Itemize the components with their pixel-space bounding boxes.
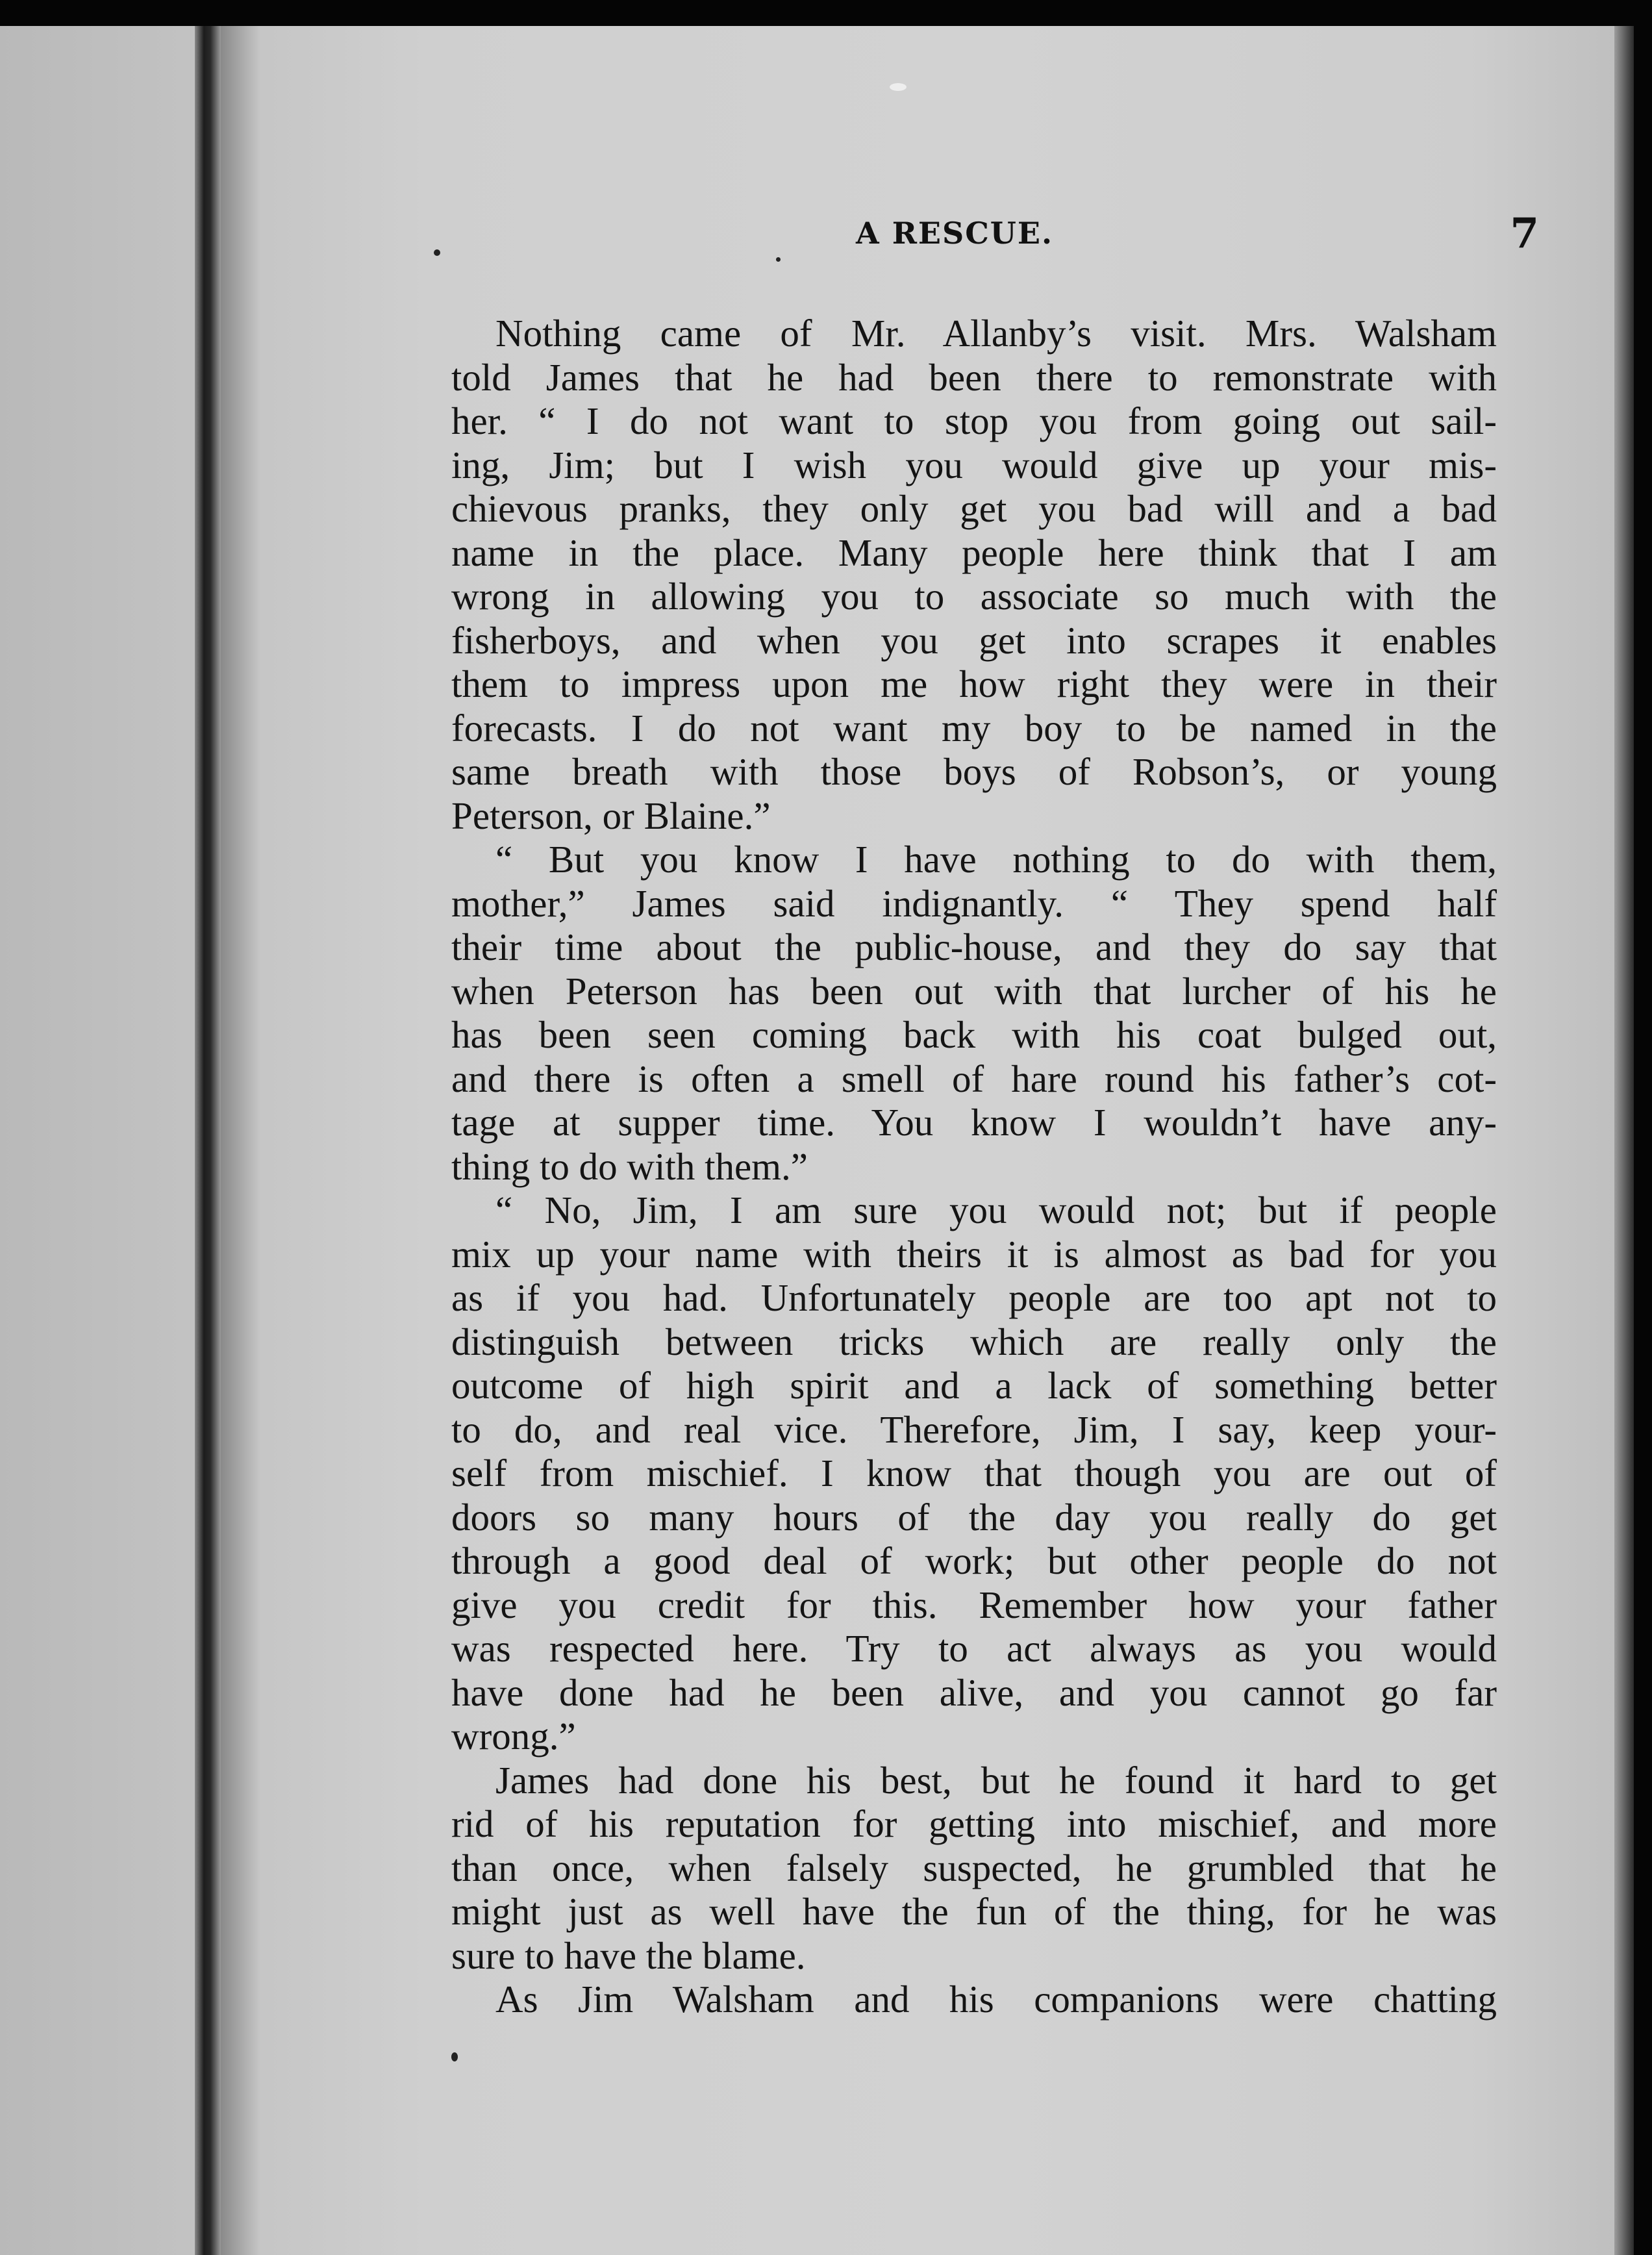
text-line: give you credit for this. Remember how your father: [451, 1583, 1497, 1626]
text-line: Peterson, or Blaine.”: [451, 794, 771, 837]
paper-sheet: [0, 26, 1634, 2255]
text-line: same breath with those boys of Robson’s, or young: [451, 750, 1497, 793]
text-line: wrong in allowing you to associate so much with the: [451, 575, 1497, 618]
book-gutter: [195, 26, 221, 2255]
text-line: chievous pranks, they only get you bad will and a bad: [451, 487, 1497, 530]
page-edge: [1614, 26, 1634, 2255]
text-line: and there is often a smell of hare round his father’s cot-: [451, 1057, 1497, 1100]
text-line: mother,” James said indignantly. “ They spend half: [451, 881, 1497, 925]
running-head: [448, 209, 1539, 261]
text-line: thing to do with them.”: [451, 1144, 808, 1188]
text-line: was respected here. Try to act always as you would: [451, 1627, 1497, 1670]
text-line: distinguish between tricks which are really only the: [451, 1320, 1497, 1363]
text-line: when Peterson has been out with that lurcher of his he: [451, 969, 1497, 1013]
text-line: as if you had. Unfortunately people are too apt not to: [451, 1276, 1497, 1319]
text-line: outcome of high spirit and a lack of something better: [451, 1364, 1497, 1407]
text-line: might just as well have the fun of the thing, for he was: [451, 1890, 1497, 1933]
text-line: told James that he had been there to remonstrate with: [451, 355, 1497, 399]
body-text: [451, 312, 1497, 2022]
text-line: their time about the public-house, and they do say that: [451, 926, 1497, 968]
text-line: “ No, Jim, I am sure you would not; but if people: [495, 1189, 1497, 1231]
text-line: forecasts. I do not want my boy to be named in the: [451, 706, 1497, 750]
text-line: rid of his reputation for getting into mischief, and more: [451, 1802, 1497, 1845]
ink-speck: [451, 2052, 458, 2061]
text-line: them to impress upon me how right they were in their: [451, 662, 1497, 705]
text-line: Nothing came of Mr. Allanby’s visit. Mrs. Walsham: [495, 312, 1497, 355]
page-number: 7: [1510, 209, 1539, 258]
text-line: than once, when falsely suspected, he grumbled that he: [451, 1846, 1497, 1889]
text-line: through a good deal of work; but other people do not: [451, 1539, 1497, 1582]
text-line: tage at supper time. You know I wouldn’t have any-: [451, 1101, 1497, 1144]
text-line: has been seen coming back with his coat bulged out,: [451, 1013, 1497, 1056]
running-head-title: A RESCUE.: [855, 216, 1054, 251]
text-line: her. “ I do not want to stop you from going out sail-: [451, 399, 1497, 442]
text-line: have done had he been alive, and you cannot go far: [451, 1670, 1497, 1714]
text-line: James had done his best, but he found it hard to get: [495, 1758, 1497, 1802]
text-line: sure to have the blame.: [451, 1934, 806, 1977]
gutter-shadow: [221, 26, 260, 2255]
ink-speck: [776, 257, 781, 262]
text-line: to do, and real vice. Therefore, Jim, I say, keep your-: [451, 1407, 1497, 1451]
text-line: ing, Jim; but I wish you would give up your mis-: [451, 443, 1497, 486]
ink-speck: [434, 249, 440, 256]
text-line: fisherboys, and when you get into scrapes it enables: [451, 618, 1497, 662]
text-line: As Jim Walsham and his companions were chatting: [495, 1978, 1497, 2021]
text-line: “ But you know I have nothing to do with them,: [495, 838, 1497, 881]
text-line: doors so many hours of the day you really do get: [451, 1495, 1497, 1539]
paper-flaw: [890, 83, 907, 91]
text-line: wrong.”: [451, 1715, 576, 1757]
text-line: name in the place. Many people here think that I am: [451, 531, 1497, 574]
text-line: self from mischief. I know that though you are out of: [451, 1452, 1497, 1494]
text-line: mix up your name with theirs it is almost as bad for you: [451, 1232, 1497, 1276]
